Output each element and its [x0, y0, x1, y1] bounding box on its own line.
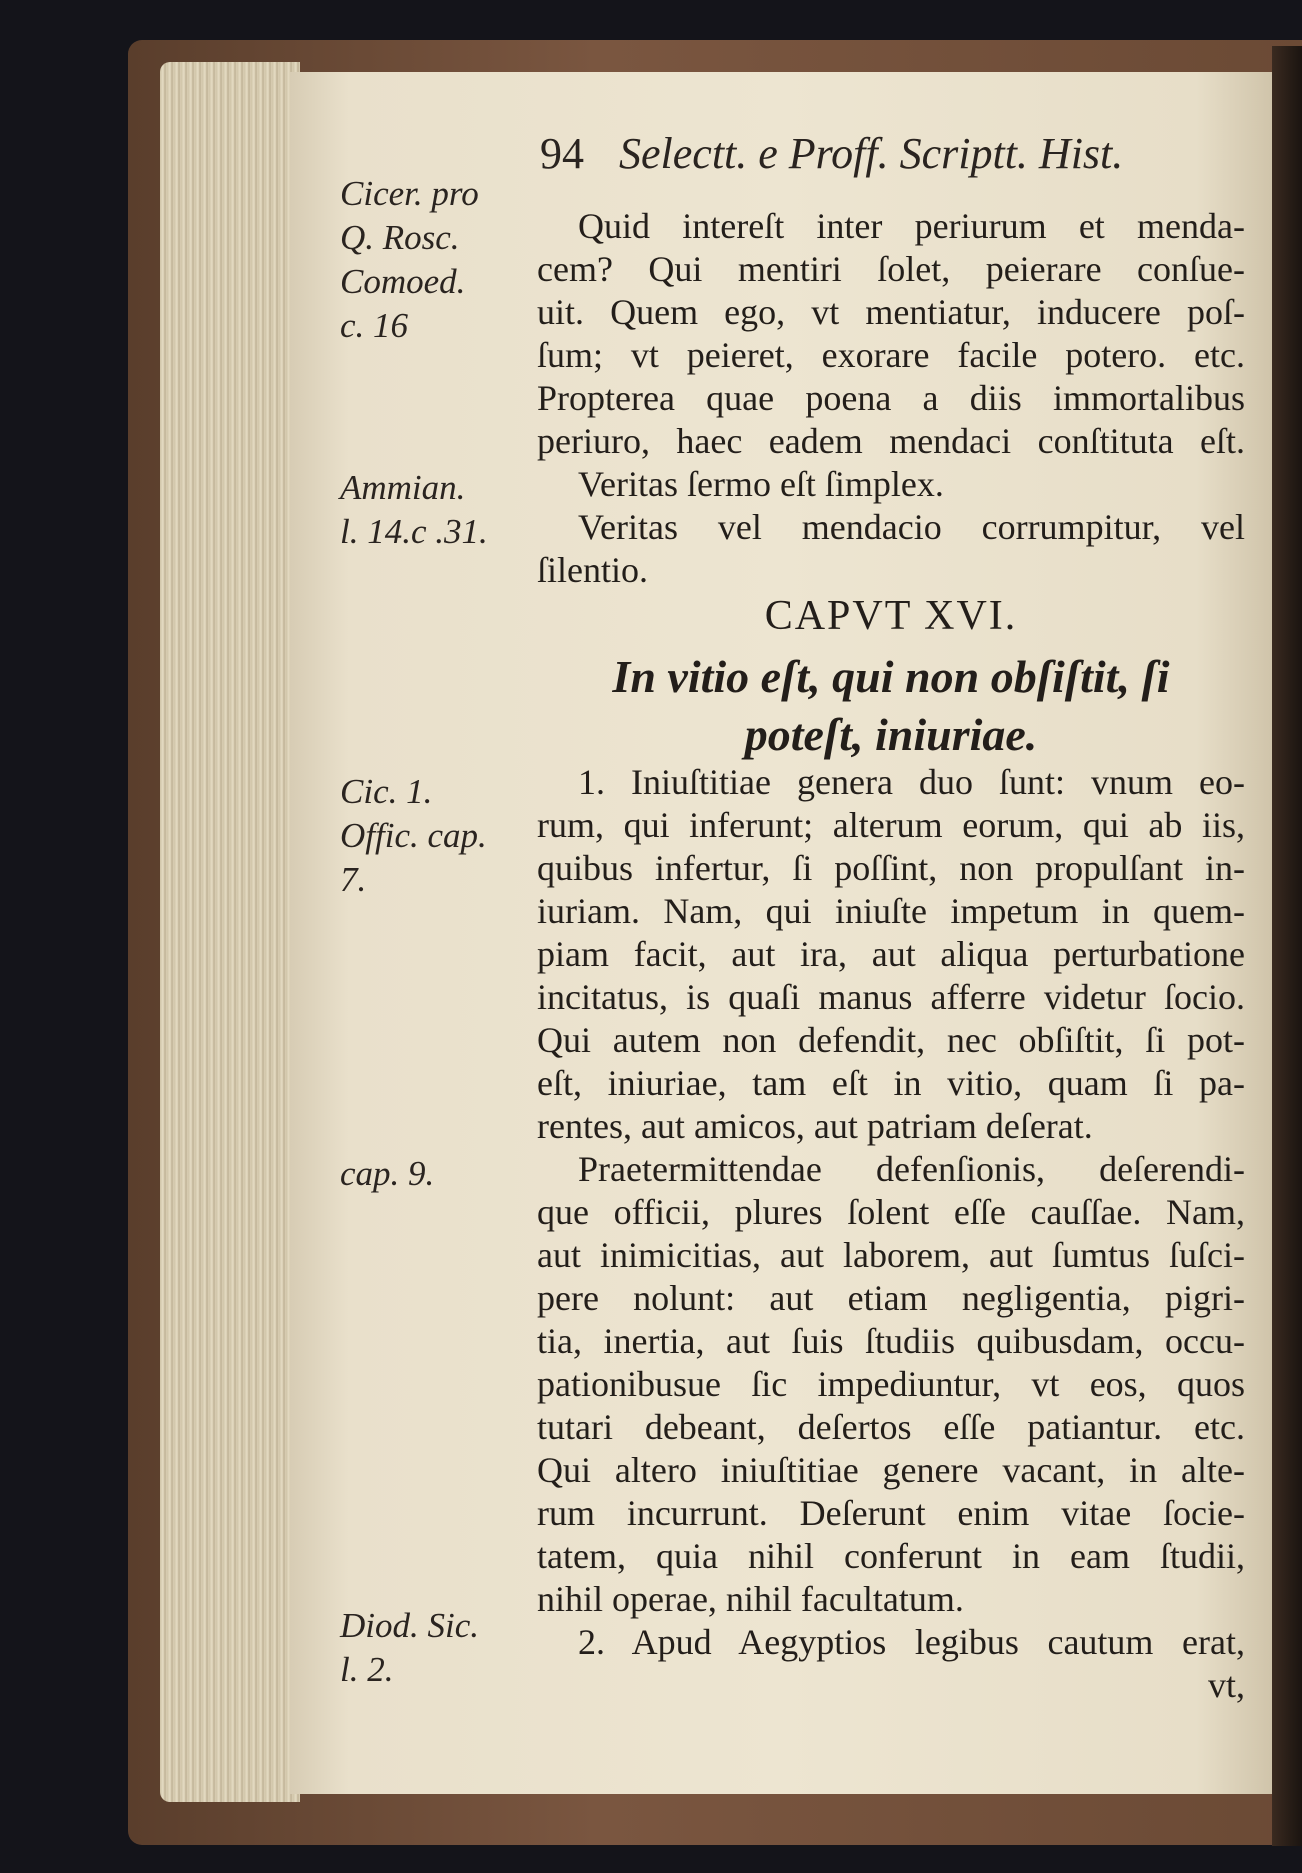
- running-title: Selectt. e Proff. Scriptt. Hist.: [619, 129, 1124, 178]
- chapter-number: CAPVT XVI.: [764, 593, 1018, 639]
- text-line: 2. Apud Aegyptios legibus cautum erat,: [578, 1622, 1245, 1662]
- text-line: ſum; vt peieret, exorare facile potero. etc.: [537, 335, 1245, 375]
- text-line: cem? Qui mentiri ſolet, peierare conſue-: [537, 249, 1245, 289]
- margin-note: cap. 9.: [340, 1154, 435, 1193]
- running-header: [540, 128, 1123, 179]
- text-line: eſt, iniuriae, tam eſt in vitio, quam ſi pa-: [537, 1063, 1245, 1103]
- page-number: 94: [540, 129, 584, 178]
- text-line: tatem, quia nihil conferunt in eam ſtudii,: [537, 1536, 1245, 1576]
- text-line: Propterea quae poena a diis immortalibus: [537, 378, 1245, 418]
- text-line: Qui autem non defendit, nec obſiſtit, ſi pot-: [537, 1020, 1245, 1060]
- text-line: pationibusue ſic impediuntur, vt eos, quos: [537, 1364, 1245, 1404]
- text-line: uit. Quem ego, vt mentiatur, inducere poſ-: [537, 292, 1245, 332]
- text-line: iuriam. Nam, qui iniuſte impetum in quem-: [537, 891, 1245, 931]
- text-line: incitatus, is quaſi manus afferre videtur ſocio.: [537, 977, 1245, 1017]
- margin-note: Ammian. l. 14.c .31.: [340, 468, 488, 551]
- margin-note: Cic. 1. Offic. cap. 7.: [340, 772, 487, 899]
- text-line: rum incurrunt. Deſerunt enim vitae ſocie-: [537, 1493, 1245, 1533]
- margin-note: Diod. Sic. l. 2.: [340, 1606, 480, 1689]
- text-line: que officii, plures ſolent eſſe cauſſae. Nam,: [537, 1192, 1245, 1232]
- text-line: quibus infertur, ſi poſſint, non propulſant in-: [537, 848, 1245, 888]
- text-line: Quid intereſt inter periurum et menda-: [578, 206, 1245, 246]
- text-line: Veritas ſermo eſt ſimplex.: [578, 464, 944, 504]
- chapter-title: poteſt, iniuriae.: [744, 709, 1038, 760]
- gutter-shadow: [1272, 46, 1302, 1846]
- chapter-title: In vitio eſt, qui non obſiſtit, ſi: [612, 651, 1170, 702]
- text-line: piam facit, aut ira, aut aliqua perturbatione: [537, 934, 1245, 974]
- text-line: periuro, haec eadem mendaci conſtituta eſt.: [537, 421, 1245, 461]
- margin-note: Cicer. pro Q. Rosc. Comoed. c. 16: [340, 174, 479, 345]
- text-line: Qui altero iniuſtitiae genere vacant, in alte-: [537, 1450, 1245, 1490]
- text-line: Praetermittendae defenſionis, deſerendi-: [578, 1149, 1245, 1189]
- catchword: vt,: [1207, 1665, 1245, 1705]
- text-line: Veritas vel mendacio corrumpitur, vel: [578, 507, 1245, 547]
- text-line: ſilentio.: [537, 550, 648, 590]
- text-line: tutari debeant, deſertos eſſe patiantur. etc.: [537, 1407, 1245, 1447]
- text-line: rentes, aut amicos, aut patriam deſerat.: [537, 1106, 1093, 1146]
- text-line: rum, qui inferunt; alterum eorum, qui ab iis,: [537, 805, 1245, 845]
- text-line: tia, inertia, aut ſuis ſtudiis quibusdam, occu-: [537, 1321, 1245, 1361]
- text-line: aut inimicitias, aut laborem, aut ſumtus ſuſci-: [537, 1235, 1245, 1275]
- text-line: 1. Iniuſtitiae genera duo ſunt: vnum eo-: [578, 762, 1245, 802]
- page-block-edge: [160, 62, 300, 1802]
- text-line: nihil operae, nihil facultatum.: [537, 1579, 964, 1619]
- text-line: pere nolunt: aut etiam negligentia, pigri-: [537, 1278, 1245, 1318]
